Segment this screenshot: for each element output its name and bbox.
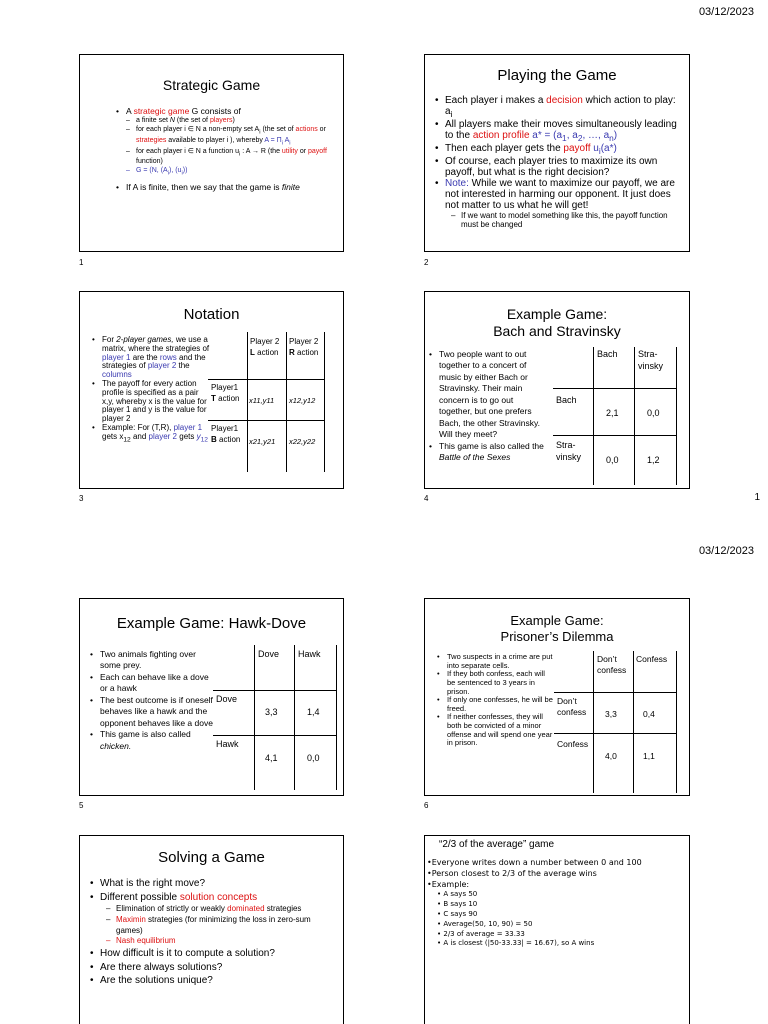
payoff-cell: 0,0: [647, 408, 660, 418]
sub-line: • A says 50: [437, 890, 478, 899]
row-header: Player1 B action: [211, 424, 241, 445]
bullet: • The best outcome is if oneself behaves like a hawk and the opponent behaves like a dove: [90, 695, 215, 729]
bullet: • All players make their moves simultaneously leading to the action profile $a* = (a_1$, $a_2$, …, $a_n$): [435, 119, 681, 143]
bullet: • Two suspects in a crime are put into separate cells.: [437, 653, 553, 670]
bullet: • Two animals fighting over some prey.: [90, 649, 215, 672]
bullet: • Different possible solution concepts – Elimination of strictly or weakly dominated strategies – Maximin strategies (for minimizing the loss in zero-sum games) – Nash equilibrium: [90, 891, 335, 948]
column-header: Player 2 R action: [289, 337, 319, 358]
text-line: •Everyone writes down a number between 0 and 100: [427, 858, 642, 867]
bullet: • This game is also called the Battle of the Sexes: [429, 441, 547, 464]
payoff-cell: x11,y11: [249, 396, 275, 405]
payoff-cell: 1,4: [307, 707, 320, 717]
sub-bullet: – G = (N, $(A_i)$, $(u_i)$): [126, 167, 335, 178]
sub-line: • C says 90: [437, 909, 478, 918]
page-number: 1: [754, 492, 760, 503]
row-header: Hawk: [216, 739, 239, 749]
row-header: Player1 T action: [211, 383, 240, 404]
bullet: • Of course, each player tries to maximize its own payoff, but what is the right decision?: [435, 156, 681, 178]
bullet: • How difficult is it to compute a solution?: [90, 947, 335, 961]
payoff-cell: 4,0: [605, 751, 617, 761]
slide-number: 5: [79, 801, 84, 810]
slide-notation: [79, 291, 344, 489]
text-line: •Example:: [427, 879, 470, 889]
payoff-cell: x22,y22: [289, 437, 316, 446]
payoff-cell: 3,3: [265, 707, 278, 717]
sub-line: • 2/3 of average = 33.33: [437, 929, 525, 938]
bullet: • Each player i makes a decision which action to play: $a_i$: [435, 95, 681, 119]
slide-playing-the-game: [424, 54, 690, 252]
row-header: Confess: [557, 739, 589, 749]
sub-bullet: – for each player i ∈ N a function $u_i$ : A → R (the utility or payoff function): [126, 148, 335, 167]
row-header: Stra- vinsky: [556, 440, 582, 462]
payoff-cell: 3,3: [605, 709, 617, 719]
column-header: Stra- vinsky: [638, 349, 664, 371]
slide-bach-stravinsky: [424, 291, 690, 489]
row-header: Bach: [556, 395, 577, 405]
bullet: • Then each player gets the payoff $u_i(a*)$: [435, 143, 681, 156]
payoff-cell: 0,4: [643, 709, 655, 719]
bullet: • What is the right move?: [90, 877, 335, 891]
bullet: • Example: For (T,R), player 1 gets $x_{12}$ and player 2 gets $y_{12}$: [92, 424, 210, 444]
payoff-cell: 1,2: [647, 455, 660, 465]
payoff-cell: 2,1: [606, 408, 619, 418]
sub-line: • A is closest (|50-33.33| = 16.67), so A wins: [437, 939, 595, 948]
payoff-cell: x21,y21: [249, 437, 276, 446]
date-header-2: 03/12/2023: [698, 545, 754, 557]
column-header: Dove: [258, 649, 280, 659]
sub-line: • Average(50, 10, 90) = 50: [437, 919, 533, 928]
slide-title: Playing the Game: [497, 67, 617, 84]
payoff-cell: 0,0: [606, 455, 619, 465]
sub-bullet: – If we want to model something like this, the payoff function must be changed: [451, 212, 681, 230]
column-header: Bach: [597, 349, 618, 359]
slide-title: Notation: [183, 306, 240, 323]
slide-prisoners-dilemma: [424, 598, 690, 796]
text-line: •Person closest to 2/3 of the average wins: [427, 868, 597, 878]
bullet: • Are there always solutions?: [90, 961, 335, 975]
slide-title: Example Game: Bach and Stravinsky: [493, 306, 621, 339]
slide-number: 6: [424, 801, 429, 810]
sub-bullet: – a finite set N (the set of players): [126, 117, 335, 126]
sub-bullet: – Elimination of strictly or weakly dominated strategies: [106, 904, 335, 915]
bullet: • Note: While we want to maximize our payoff, we are not interested in harming our opponent. It just does not matter to us what he will get! – If we want to model something like this, the payoff function must be changed: [435, 178, 681, 230]
payoff-cell: 1,1: [643, 751, 655, 761]
sub-bullet: – Maximin strategies (for minimizing the loss in zero-sum games): [106, 915, 335, 937]
payoff-cell: x12,y12: [289, 396, 316, 405]
bullet: • If neither confesses, they will both be convicted of a minor offense and will spend one year in prison.: [437, 713, 553, 748]
column-header: Don’t confess: [597, 654, 627, 676]
slide-number: 1: [79, 258, 84, 267]
payoff-cell: 0,0: [307, 753, 320, 763]
slide-strategic-game: [79, 54, 344, 252]
column-header: Confess: [636, 654, 668, 664]
column-header: Player 2 L action: [250, 337, 280, 358]
sub-bullet: – for each player i ∈ N a non-empty set $A_i$ (the set of actions or strategies available to player i ), whereby $A = \Pi_i$ $A_i$: [126, 126, 335, 147]
slide-title: “2/3 of the average” game: [439, 839, 555, 850]
bullet: • Are the solutions unique?: [90, 974, 335, 988]
bullet: • This game is also called chicken.: [90, 729, 215, 752]
slide-title: Strategic Game: [162, 77, 261, 93]
bullet: • If only one confesses, he will be freed.: [437, 696, 553, 713]
slide-solving-a-game: [79, 835, 344, 1024]
slide-two-thirds-game: [424, 835, 690, 1024]
bullet: • A strategic game G consists of – a finite set N (the set of players) – for each player i ∈ N a non-empty set $A_i$ (the set of actions or strategies available to player i ), whereby $A = \Pi_i$ $A_i$ – for each player i ∈ N a function $u_i$ : A → R (the utility or payoff function) – G = (N, $(A_i)$, $(u_i)$): [116, 106, 335, 178]
column-header: Hawk: [298, 649, 321, 659]
bullet: • If A is finite, then we say that the game is finite: [116, 182, 335, 193]
slide-title: Example Game: Hawk-Dove: [116, 615, 307, 632]
date-header: 03/12/2023: [698, 6, 754, 18]
slide-number: 3: [79, 494, 84, 503]
bullet: • The payoff for every action profile is specified as a pair x,y, whereby x is the value for player 1 and y is the value for player 2: [92, 380, 210, 424]
slide-title: Solving a Game: [158, 849, 265, 866]
bullet: • For 2-player games, we use a matrix, where the strategies of player 1 are the rows and the strategies of player 2 the columns: [92, 336, 210, 380]
sub-line: • B says 10: [437, 900, 478, 909]
row-header: Don’t confess: [557, 696, 587, 718]
sub-bullet: – Nash equilibrium: [106, 936, 335, 947]
bullet: • Two people want to out together to a concert of music by either Bach or Stravinsky. Their main concern is to go out together, but one prefers Bach, the other Stravinsky. Will they meet?: [429, 349, 547, 441]
payoff-cell: 4,1: [265, 753, 278, 763]
slide-number: 2: [424, 258, 429, 267]
bullet: • If they both confess, each will be sentenced to 3 years in prison.: [437, 670, 553, 696]
slide-title: Example Game: Prisoner’s Dilemma: [500, 613, 614, 644]
slide-number: 4: [424, 494, 429, 503]
bullet: • Each can behave like a dove or a hawk: [90, 672, 215, 695]
row-header: Dove: [216, 694, 238, 704]
slide-hawk-dove: [79, 598, 344, 796]
